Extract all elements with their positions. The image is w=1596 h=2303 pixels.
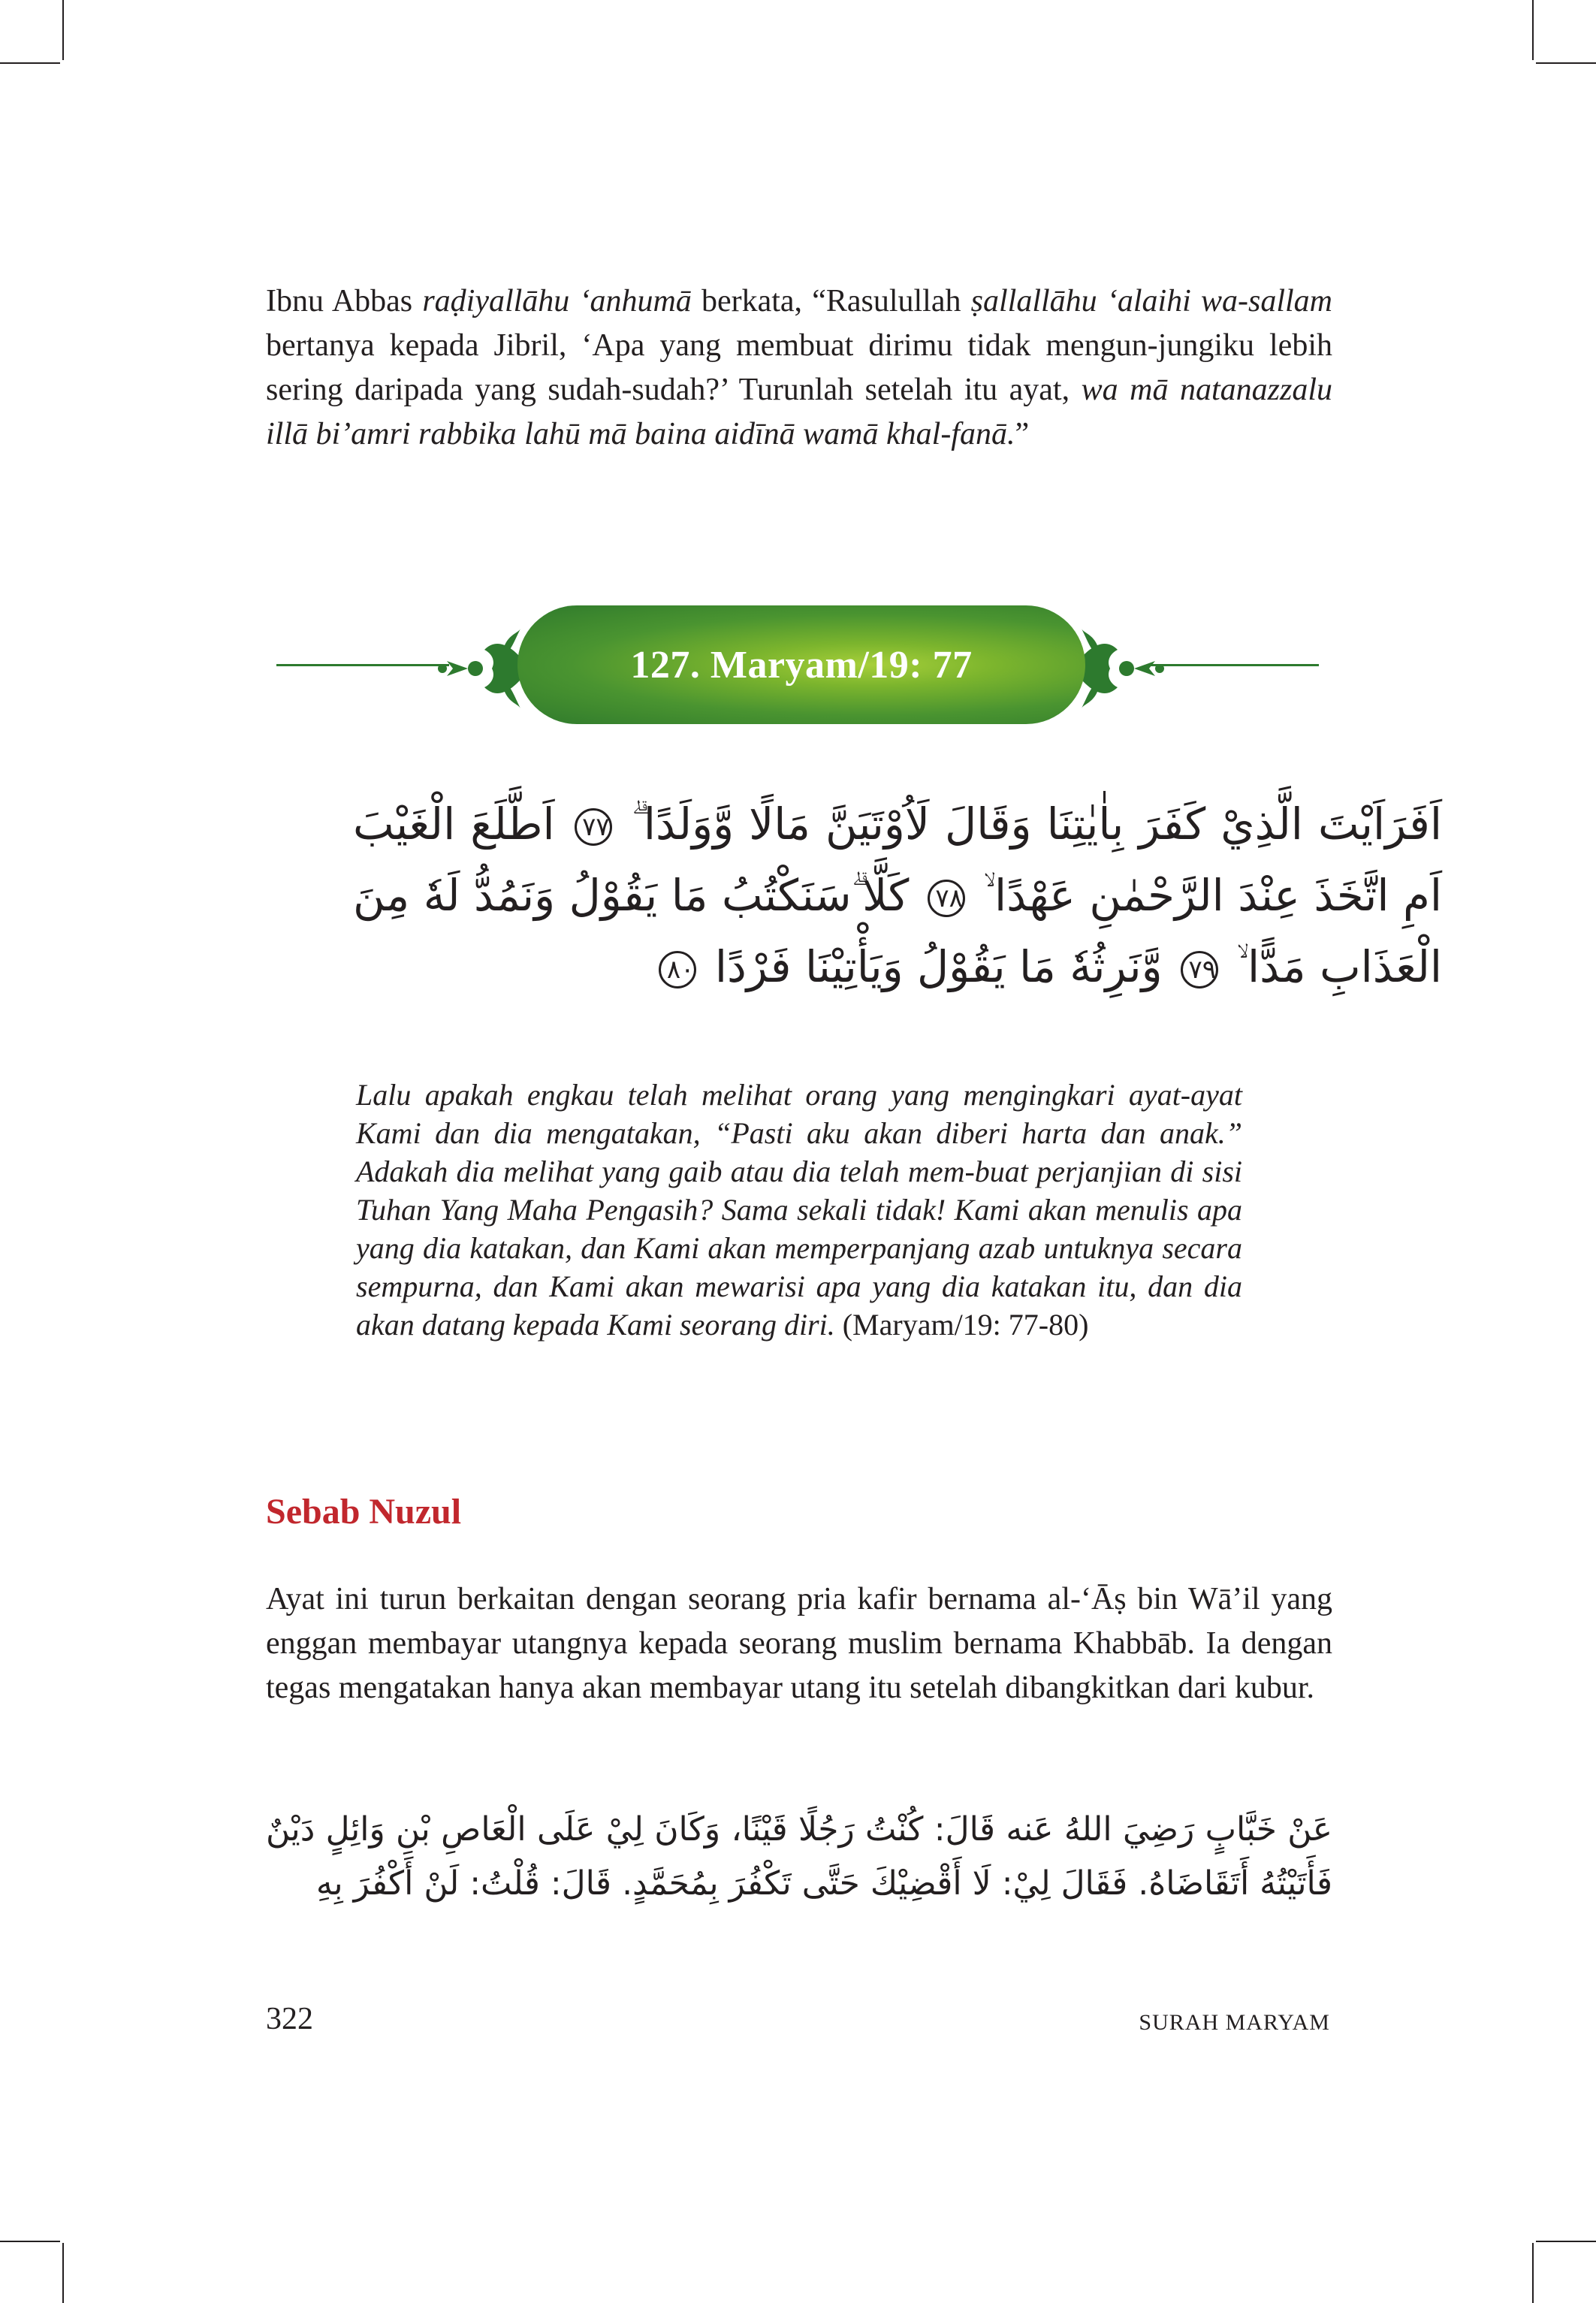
crop-mark [62, 2243, 64, 2303]
ayah-text: وَّنَرِثُهٗ مَا يَقُوْلُ وَيَأْتِيْنَا فَرْدًا [714, 941, 1163, 992]
translation-text: Lalu apakah engkau telah melihat orang yang mengingkari ayat-ayat Kami dan dia mengatakan, “Pasti aku akan diberi harta dan anak.” Adakah dia melihat yang gaib atau dia telah mem-buat perjanjian di sisi Tuhan Yang Maha Pengasih? Sama sekali tidak! Kami akan menulis apa yang dia katakan, dan Kami akan memperpanjang azab untuknya secara sempurna, dan Kami akan mewarisi apa yang dia katakan itu, dan dia akan datang kepada Kami seorang diri. [356, 1078, 1242, 1342]
crop-mark [1536, 62, 1596, 64]
intro-text: berkata, “Rasulullah [691, 284, 971, 318]
ayah-number-marker: ٧٩ [1181, 951, 1218, 989]
intro-text: Ibnu Abbas [266, 284, 423, 318]
ayah-text: اَفَرَاَيْتَ الَّذِيْ كَفَرَ بِاٰيٰتِنَا وَقَالَ لَاُوْتَيَنَّ مَالًا وَّوَلَدًا ۗ [631, 798, 1442, 850]
verse-banner [517, 605, 1085, 724]
verse-banner-title: 127. Maryam/19: 77 [630, 643, 973, 687]
section-heading: Sebab Nuzul [266, 1492, 462, 1532]
intro-honorific: ṣallallāhu ‘alaihi wa-sallam [970, 284, 1333, 318]
body-paragraph: Ayat ini turun berkaitan dengan seorang pria kafir bernama al-‘Āṣ bin Wā’il yang enggan membayar utangnya kepada seorang muslim bernama Khabbāb. Ia dengan tegas mengatakan hanya akan membayar utang itu setelah dibangkitkan dari kubur. [266, 1582, 1332, 1705]
running-head: SURAH MARYAM [1139, 2010, 1330, 2035]
intro-paragraph [266, 279, 1332, 457]
crop-mark [1536, 2241, 1596, 2242]
ayah-text: اَطَّلَعَ الْغَيْبَ اَمِ اتَّخَذَ عِنْدَ الرَّحْمٰنِ عَهْدًا ۙ [353, 798, 1442, 921]
translation-reference: (Maryam/19: 77-80) [842, 1308, 1089, 1342]
banner-rule-left [276, 664, 449, 666]
flourish-left-icon [432, 627, 529, 710]
intro-text: bertanya kepada Jibril, ‘Apa yang membuat dirimu tidak mengun-jungiku lebih sering daripada yang sudah-sudah?’ Turunlah setelah itu ayat, [266, 328, 1332, 407]
crop-mark [1532, 2243, 1534, 2303]
ayah-text: كَلَّا ۗسَنَكْتُبُ مَا يَقُوْلُ وَنَمُدُّ لَهٗ مِنَ الْعَذَابِ مَدًّا ۙ [353, 870, 1442, 992]
banner-rule-right [1149, 664, 1319, 666]
crop-mark [1532, 0, 1534, 60]
crop-mark [0, 2241, 60, 2242]
flourish-right-icon [1073, 627, 1170, 710]
ayah-number-marker: ٧٧ [575, 808, 612, 846]
verse-translation [356, 1076, 1242, 1344]
ayah-number-marker: ٨٠ [659, 951, 696, 989]
intro-transliteration: wa mā natanazzalu illā bi’amri rabbika lahū mā baina aidīnā wamā khal-fanā. [266, 373, 1333, 451]
intro-text: ” [1015, 417, 1030, 451]
crop-mark [62, 0, 64, 60]
intro-honorific: raḍiyallāhu ‘anhumā [422, 284, 692, 318]
ayah-number-marker: ٧٨ [928, 880, 965, 917]
page-number: 322 [266, 2002, 313, 2036]
crop-mark [0, 62, 60, 64]
hadith-arabic-text: عَنْ خَبَّابٍ رَضِيَ اللهُ عَنه قَالَ: كُنْتُ رَجُلًا قَيْنًا، وَكَانَ لِيْ عَلَى الْعَاصِ بْنِ وَائِلٍ دَيْنٌ فَأَتَيْتُهُ أَتَقَاضَاهُ. فَقَالَ لِيْ: لَا أَقْضِيْكَ حَتَّى تَكْفُرَ بِمُحَمَّدٍ. قَالَ: قُلْتُ: لَنْ أَكْفُرَ بِهِ [266, 1810, 1332, 1903]
quran-verses [353, 789, 1442, 1003]
